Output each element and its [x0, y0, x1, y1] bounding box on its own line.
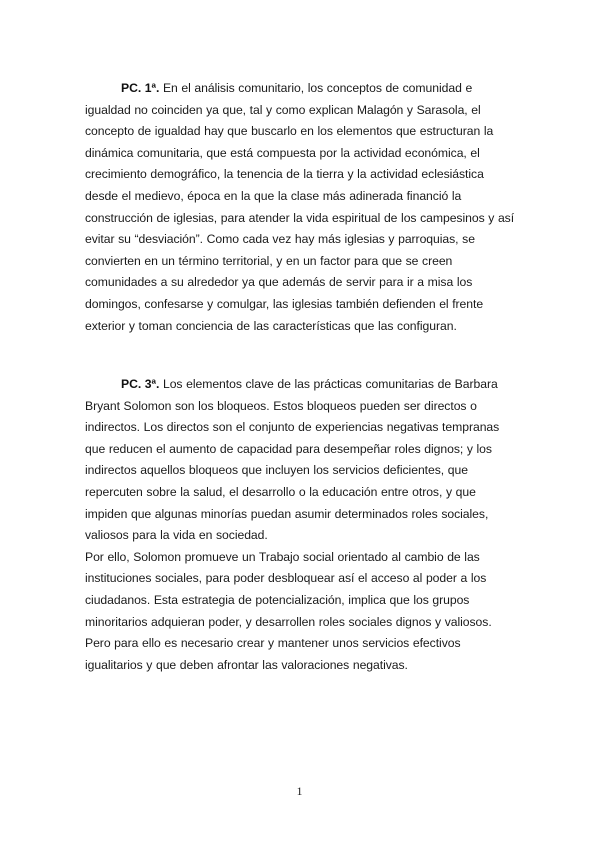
paragraph-pc3	[85, 374, 515, 547]
paragraph-pc1	[85, 78, 515, 337]
page-number: 1	[296, 784, 303, 798]
section-label-pc3: PC. 3ª.	[121, 377, 160, 391]
section-label-pc1: PC. 1ª.	[121, 81, 160, 95]
paragraph-pc3-continuation: Por ello, Solomon promueve un Trabajo social orientado al cambio de las instituciones sociales, para poder desbloquear así el acceso al poder a los ciudadanos. Esta estrategia de potencialización, implica que los grupos minoritarios adquieran poder, y desarrollen roles sociales dignos y valiosos. Pero para ello es necesario crear y mantener unos servicios efectivos igualitarios y que deben afrontar las valoraciones negativas.	[85, 549, 492, 672]
paragraph-text-pc1: En el análisis comunitario, los conceptos de comunidad e igualdad no coinciden ya que, tal y como explican Malagón y Sarasola, el concepto de igualdad hay que buscarlo en los elementos que estructuran la dinámica comunitaria, que está compuesta por la actividad económica, el crecimiento demográfico, la tenencia de la tierra y la actividad eclesiástica desde el medievo, época en la que la clase más adinerada financió la construcción de iglesias, para atender la vida espiritual de los campesinos y así evitar su “desviación”. Como cada vez hay más iglesias y parroquias, se convierten en un término territorial, y en un factor para que se creen comunidades a su alrededor ya que además de servir para ir a misa los domingos, confesarse y comulgar, las iglesias también defienden el frente exterior y toman conciencia de las características que las configuran.	[85, 81, 515, 333]
section-pc3	[85, 374, 515, 676]
section-pc1	[85, 78, 515, 337]
paragraph-text-pc3: Los elementos clave de las prácticas comunitarias de Barbara Bryant Solomon son los bloqueos. Estos bloqueos pueden ser directos o indirectos. Los directos son el conjunto de experiencias negativas tempranas que reducen el aumento de capacidad para desempeñar roles dignos; y los indirectos aquellos bloqueos que incluyen los servicios deficientes, que repercuten sobre la salud, el desarrollo o la educación entre otros, y que impiden que algunas minorías puedan asumir determinados roles sociales, valiosos para la vida en sociedad.	[85, 377, 500, 543]
